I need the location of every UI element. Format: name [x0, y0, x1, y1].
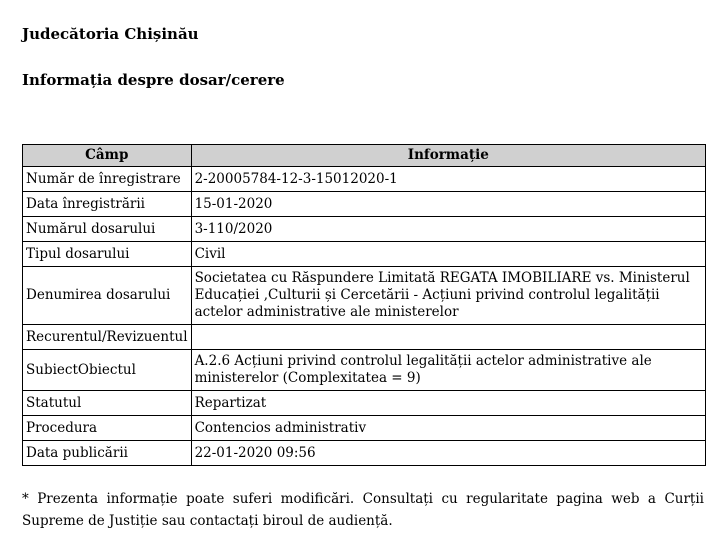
court-name: Judecătoria Chișinău: [22, 25, 199, 43]
row-label-registration-number: Număr de înregistrare: [23, 167, 192, 192]
table-header-row: [23, 145, 706, 167]
row-label-status: Statutul: [23, 391, 192, 416]
table-row: [23, 350, 706, 391]
row-value-subject: A.2.6 Acțiuni privind controlul legalității actelor administrative ale ministerelor (Complexitatea = 9): [191, 350, 705, 391]
row-value-case-number: 3-110/2020: [191, 217, 705, 242]
row-label-case-type: Tipul dosarului: [23, 242, 192, 267]
row-value-appellant: [191, 325, 705, 350]
row-label-appellant: Recurentul/Revizuentul: [23, 325, 192, 350]
row-label-subject: SubiectObiectul: [23, 350, 192, 391]
row-value-case-type: Civil: [191, 242, 705, 267]
row-value-publication-date: 22-01-2020 09:56: [191, 441, 705, 466]
column-header-field: Câmp: [23, 145, 192, 167]
row-label-publication-date: Data publicării: [23, 441, 192, 466]
table-row: [23, 167, 706, 192]
disclaimer-footnote: * Prezenta informație poate suferi modificări. Consultați cu regularitate pagina web a Curții Supreme de Justiție sau contactați biroul de audiență.: [22, 491, 704, 529]
table-row: [23, 267, 706, 325]
column-header-info: Informație: [191, 145, 705, 167]
row-label-case-name: Denumirea dosarului: [23, 267, 192, 325]
row-label-registration-date: Data înregistrării: [23, 192, 192, 217]
table-row: [23, 416, 706, 441]
table-row: [23, 242, 706, 267]
table-row: [23, 391, 706, 416]
row-value-registration-number: 2-20005784-12-3-15012020-1: [191, 167, 705, 192]
table-row: [23, 192, 706, 217]
row-value-case-name: Societatea cu Răspundere Limitată REGATA IMOBILIARE vs. Ministerul Educației ,Culturii și Cercetării - Acțiuni privind controlul legalității actelor administrative ale ministerelor: [191, 267, 705, 325]
table-row: [23, 325, 706, 350]
row-value-procedure: Contencios administrativ: [191, 416, 705, 441]
case-info-table: [22, 144, 706, 466]
table-row: [23, 441, 706, 466]
page-title: Informația despre dosar/cerere: [22, 71, 285, 89]
row-label-case-number: Numărul dosarului: [23, 217, 192, 242]
row-label-procedure: Procedura: [23, 416, 192, 441]
row-value-status: Repartizat: [191, 391, 705, 416]
table-row: [23, 217, 706, 242]
row-value-registration-date: 15-01-2020: [191, 192, 705, 217]
